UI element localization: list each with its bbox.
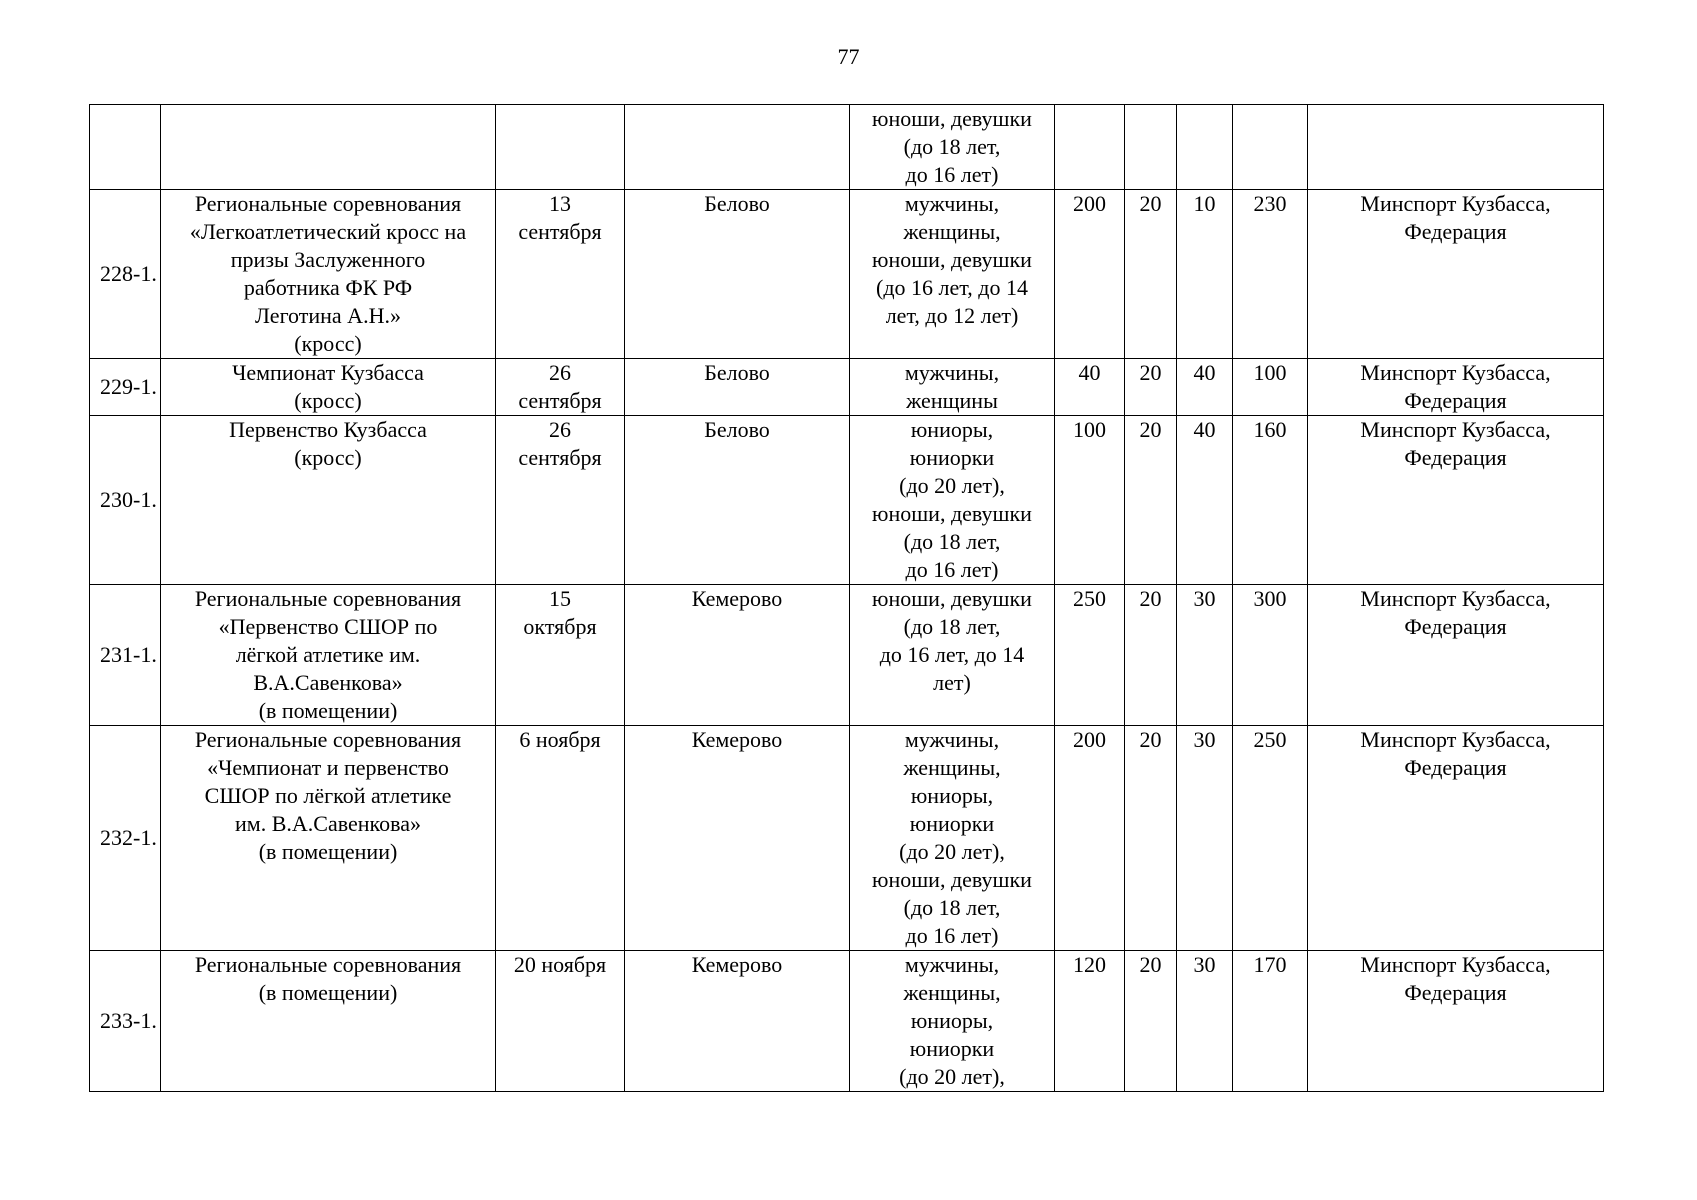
athletes-count: 100 [1073,417,1106,442]
row-number: 230-1. [100,487,157,512]
row-number: 229-1. [100,374,157,399]
participants: юноши, девушки (до 18 лет, до 16 лет) [872,106,1032,187]
total-count-cell [1233,359,1308,416]
event-date-cell [496,105,625,190]
row-number-cell [90,585,161,726]
judges-count: 20 [1139,586,1162,611]
organizer: Минспорт Кузбасса, Федерация [1360,952,1551,1005]
participants: мужчины, женщины [904,360,1000,413]
table-row [90,416,1604,585]
judges-count-cell [1125,190,1177,359]
event-place-cell [625,951,850,1092]
event-date: 26 сентября [518,417,602,470]
row-number: 231-1. [100,642,157,667]
event-date: 26 сентября [518,360,602,413]
total-count: 230 [1253,191,1287,216]
organizer-cell [1308,416,1604,585]
table-row [90,585,1604,726]
judges-count: 20 [1139,360,1162,385]
organizer-cell [1308,726,1604,951]
total-count: 170 [1253,952,1287,977]
row-number: 233-1. [100,1008,157,1033]
event-place: Белово [704,191,770,216]
athletes-count-cell [1055,359,1125,416]
coaches-count: 40 [1193,417,1216,442]
total-count-cell [1233,585,1308,726]
event-name-cell [161,726,496,951]
table-body [90,105,1604,1092]
judges-count-cell [1125,105,1177,190]
event-name-cell [161,190,496,359]
judges-count: 20 [1139,417,1162,442]
athletes-count: 250 [1073,586,1106,611]
athletes-count-cell [1055,105,1125,190]
event-date-cell [496,951,625,1092]
coaches-count-cell [1177,105,1233,190]
row-number-cell [90,359,161,416]
athletes-count: 200 [1073,727,1106,752]
athletes-count-cell [1055,416,1125,585]
event-name: Региональные соревнования «Легкоатлетический кросс на призы Заслуженного работника ФК РФ Леготина А.Н.» (кросс) [189,191,467,356]
event-date-cell [496,585,625,726]
athletes-count: 40 [1078,360,1101,385]
participants: мужчины, женщины, юниоры, юниорки (до 20 лет), юноши, девушки (до 18 лет, до 16 лет) [872,727,1032,948]
judges-count: 20 [1139,727,1162,752]
row-number-cell [90,190,161,359]
participants-cell [850,105,1055,190]
table-row [90,105,1604,190]
table-row [90,359,1604,416]
event-place: Кемерово [691,586,783,611]
event-place-cell [625,105,850,190]
coaches-count-cell [1177,585,1233,726]
total-count-cell [1233,105,1308,190]
event-name-cell [161,105,496,190]
organizer: Минспорт Кузбасса, Федерация [1360,586,1551,639]
total-count-cell [1233,726,1308,951]
event-name: Чемпионат Кузбасса (кросс) [232,360,424,413]
coaches-count-cell [1177,359,1233,416]
total-count-cell [1233,190,1308,359]
coaches-count: 30 [1193,586,1216,611]
event-name: Региональные соревнования (в помещении) [194,952,462,1005]
event-name-cell [161,951,496,1092]
organizer-cell [1308,359,1604,416]
judges-count: 20 [1139,952,1162,977]
total-count-cell [1233,951,1308,1092]
events-table [89,104,1604,1092]
event-place: Кемерово [691,952,783,977]
organizer-cell [1308,190,1604,359]
page-number: 77 [837,44,860,69]
participants-cell [850,585,1055,726]
coaches-count-cell [1177,190,1233,359]
event-date-cell [496,359,625,416]
event-name: Первенство Кузбасса (кросс) [229,417,427,470]
judges-count: 20 [1139,191,1162,216]
event-place-cell [625,585,850,726]
event-place-cell [625,359,850,416]
event-place: Белово [704,417,770,442]
participants: юниоры, юниорки (до 20 лет), юноши, девушки (до 18 лет, до 16 лет) [872,417,1032,582]
total-count: 300 [1253,586,1287,611]
coaches-count: 30 [1193,727,1216,752]
row-number: 228-1. [100,261,157,286]
event-name: Региональные соревнования «Чемпионат и первенство СШОР по лёгкой атлетике им. В.А.Савенкова» (в помещении) [194,727,462,864]
judges-count-cell [1125,585,1177,726]
athletes-count-cell [1055,585,1125,726]
event-place-cell [625,726,850,951]
coaches-count: 40 [1193,360,1216,385]
judges-count-cell [1125,951,1177,1092]
row-number-cell [90,726,161,951]
organizer-cell [1308,951,1604,1092]
total-count-cell [1233,416,1308,585]
athletes-count-cell [1055,951,1125,1092]
organizer-cell [1308,105,1604,190]
event-name-cell [161,416,496,585]
table-row [90,951,1604,1092]
athletes-count-cell [1055,726,1125,951]
participants-cell [850,190,1055,359]
row-number: 232-1. [100,825,157,850]
event-place: Белово [704,360,770,385]
event-date-cell [496,190,625,359]
event-name-cell [161,585,496,726]
event-name-cell [161,359,496,416]
participants: мужчины, женщины, юниоры, юниорки (до 20 лет), [899,952,1005,1089]
participants-cell [850,359,1055,416]
event-date: 15 октября [523,586,597,639]
organizer: Минспорт Кузбасса, Федерация [1360,191,1551,244]
participants-cell [850,726,1055,951]
event-name: Региональные соревнования «Первенство СШОР по лёгкой атлетике им. В.А.Савенкова» (в помещении) [194,586,462,723]
athletes-count-cell [1055,190,1125,359]
event-place: Кемерово [691,727,783,752]
coaches-count: 10 [1193,191,1216,216]
event-place-cell [625,190,850,359]
participants: мужчины, женщины, юноши, девушки (до 16 лет, до 14 лет, до 12 лет) [872,191,1032,328]
total-count: 100 [1253,360,1287,385]
event-date-cell [496,726,625,951]
participants-cell [850,951,1055,1092]
judges-count-cell [1125,359,1177,416]
row-number-cell [90,951,161,1092]
coaches-count: 30 [1193,952,1216,977]
table-row [90,726,1604,951]
row-number-cell [90,416,161,585]
event-date: 13 сентября [518,191,602,244]
athletes-count: 120 [1073,952,1106,977]
judges-count-cell [1125,726,1177,951]
coaches-count-cell [1177,951,1233,1092]
organizer-cell [1308,585,1604,726]
athletes-count: 200 [1073,191,1106,216]
coaches-count-cell [1177,416,1233,585]
organizer: Минспорт Кузбасса, Федерация [1360,360,1551,413]
judges-count-cell [1125,416,1177,585]
table-row [90,190,1604,359]
total-count: 160 [1253,417,1287,442]
event-date-cell [496,416,625,585]
total-count: 250 [1253,727,1287,752]
event-place-cell [625,416,850,585]
row-number-cell [90,105,161,190]
participants: юноши, девушки (до 18 лет, до 16 лет, до 14 лет) [872,586,1032,695]
event-date: 6 ноября [519,727,601,752]
organizer: Минспорт Кузбасса, Федерация [1360,417,1551,470]
organizer: Минспорт Кузбасса, Федерация [1360,727,1551,780]
event-date: 20 ноября [513,952,607,977]
participants-cell [850,416,1055,585]
coaches-count-cell [1177,726,1233,951]
